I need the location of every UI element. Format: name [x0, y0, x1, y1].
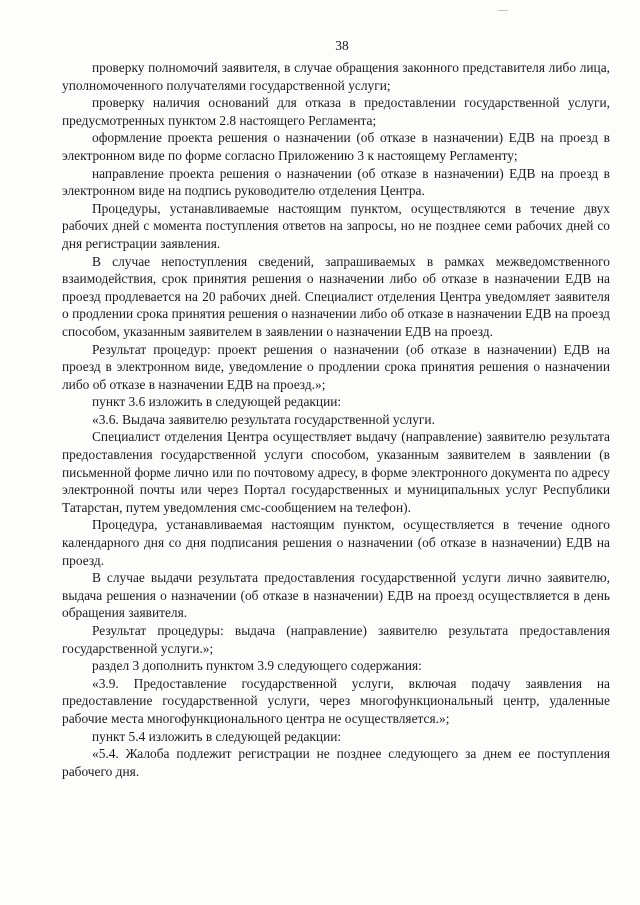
- paragraph-8: пункт 3.6 изложить в следующей редакции:: [92, 394, 342, 410]
- paragraph-12: В случае выдачи результата предоставления государственной услуги лично заявителю, выдача решения о назначении (об отказе в назначении) ЕДВ на проезд осуществляется в день обращения заявителя.: [62, 570, 610, 621]
- paragraph-15: «3.9. Предоставление государственной услуги, включая подачу заявления на предоставление государственной услуги, через многофункциональный центр, удаленные рабочие места многофункционального центра не осуществляется.»;: [62, 675, 610, 726]
- paragraph-9: «3.6. Выдача заявителю результата государственной услуги.: [92, 411, 435, 427]
- paragraph-2: проверку наличия оснований для отказа в предоставлении государственной услуги, предусмотренных пунктом 2.8 настоящего Регламента;: [62, 95, 610, 128]
- paragraph-11: Процедура, устанавливаемая настоящим пунктом, осуществляется в течение одного календарного дня со дня подписания решения о назначении (об отказе в назначении) ЕДВ на проезд.: [62, 517, 610, 568]
- scan-mark: [498, 10, 508, 11]
- paragraph-10: Специалист отделения Центра осуществляет выдачу (направление) заявителю результата предоставления государственной услуги способом, указанным заявителем в заявлении (в письменной форме лично или по почтовому адресу, в форме электронного документа по адресу электронной почты или через Портал государственных и муниципальных услуг Республики Татарстан, путем уведомления смс-сообщением на телефон).: [62, 429, 610, 515]
- paragraph-14: раздел 3 дополнить пунктом 3.9 следующего содержания:: [92, 658, 422, 674]
- paragraph-4: направление проекта решения о назначении (об отказе в назначении) ЕДВ на проезд в электронном виде на подпись руководителю отделения Центра.: [62, 165, 610, 199]
- paragraph-3: оформление проекта решения о назначении (об отказе в назначении) ЕДВ на проезд в электронном виде по форме согласно Приложению 3 к настоящему Регламенту;: [62, 130, 610, 163]
- document-body: [62, 59, 610, 780]
- paragraph-17: «5.4. Жалоба подлежит регистрации не позднее следующего за днем ее поступления рабочего дня.: [62, 746, 610, 779]
- paragraph-7: Результат процедур: проект решения о назначении (об отказе в назначении) ЕДВ на проезд в электронном виде, уведомление о продлении срока принятия решения о назначении либо об отказе в назначении ЕДВ на проезд.»;: [62, 341, 610, 392]
- page-number: 38: [335, 38, 349, 53]
- paragraph-16: пункт 5.4 изложить в следующей редакции:: [92, 728, 342, 744]
- paragraph-1: проверку полномочий заявителя, в случае обращения законного представителя либо лица, уполномоченного получателями государственной услуги;: [62, 60, 610, 93]
- paragraph-13: Результат процедуры: выдача (направление) заявителю результата предоставления государственной услуги.»;: [62, 623, 610, 656]
- paragraph-5: Процедуры, устанавливаемые настоящим пунктом, осуществляются в течение двух рабочих дней с момента поступления ответов на запросы, но не позднее семи рабочих дней со дня регистрации заявления.: [62, 200, 610, 251]
- paragraph-6: В случае непоступления сведений, запрашиваемых в рамках межведомственного взаимодействия, срок принятия решения о назначении либо об отказе в назначении ЕДВ на проезд продлевается на 20 рабочих дней. Специалист отделения Центра уведомляет заявителя о продлении срока принятия решения о назначении либо об отказе в назначении ЕДВ на проезд способом, указанным заявителем в заявлении о назначении ЕДВ на проезд.: [62, 253, 610, 339]
